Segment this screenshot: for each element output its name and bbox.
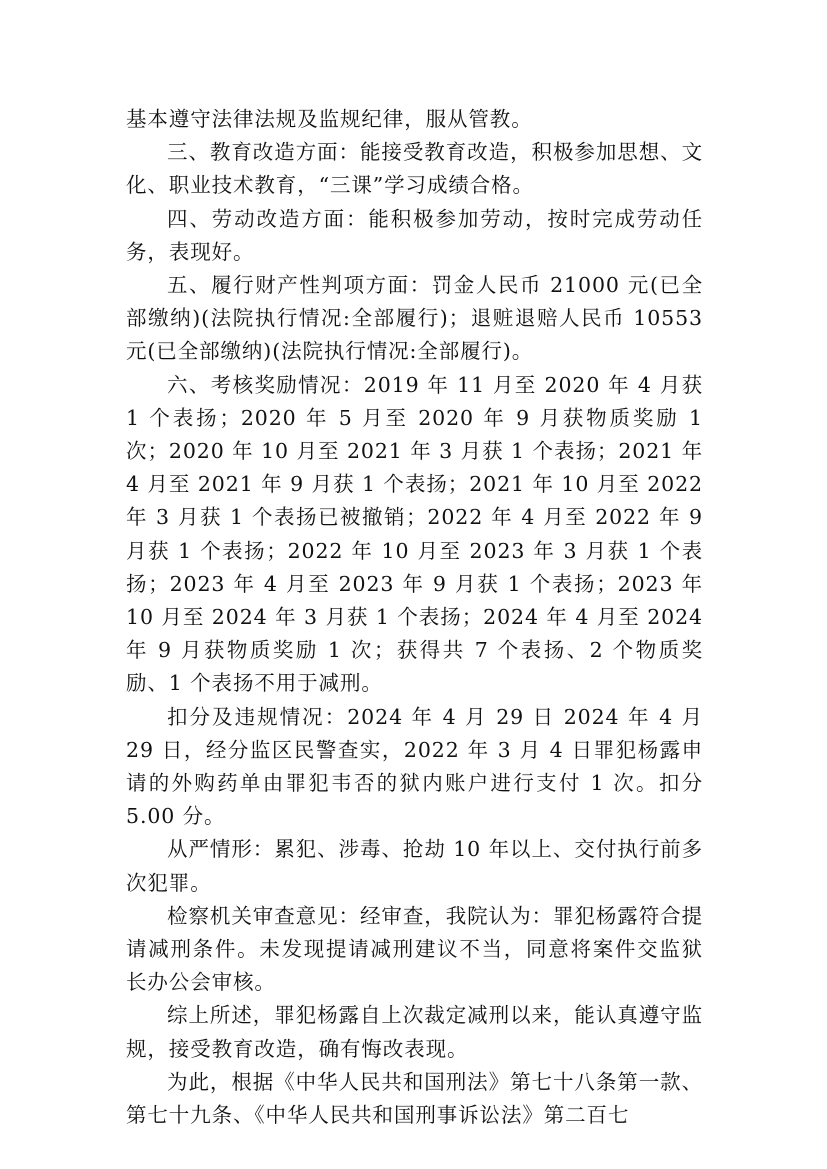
paragraph-labor-reform: 四、劳动改造方面：能积极参加劳动，按时完成劳动任务，表现好。 [126,206,703,264]
paragraph-education-reform: 三、教育改造方面：能接受教育改造，积极参加思想、文化、职业技术教育，“三课”学习成绩合格。 [126,140,703,198]
paragraph-procuratorate-opinion: 检察机关审查意见：经审查，我院认为：罪犯杨露符合提请减刑条件。未发现提请减刑建议不当，同意将案件交监狱长办公会审核。 [126,903,703,995]
paragraph-property-judgment: 五、履行财产性判项方面：罚金人民币 21000 元(已全部缴纳)(法院执行情况:全部履行)；退赃退赔人民币 10553 元(已全部缴纳)(法院执行情况:全部履行)。 [126,273,703,364]
paragraph-continuation: 基本遵守法律法规及监规纪律，服从管教。 [126,107,533,131]
paragraph-strict-circumstances: 从严情形：累犯、涉毒、抢劫 10 年以上、交付执行前多次犯罪。 [126,837,703,895]
paragraph-deductions-violations: 扣分及违规情况：2024 年 4 月 29 日 2024 年 4 月 29 日，经分监区民警查实，2022 年 3 月 4 日罪犯杨露申请的外购药单由罪犯韦否的狱内账户进行支付 1 次。扣分 5.00 分。 [126,704,703,829]
paragraph-legal-basis: 为此，根据《中华人民共和国刑法》第七十八条第一款、第七十九条、《中华人民共和国刑事诉讼法》第二百七 [126,1069,703,1128]
paragraph-assessment-rewards: 六、考核奖励情况：2019 年 11 月至 2020 年 4 月获 1 个表扬；2020 年 5 月至 2020 年 9 月获物质奖励 1 次；2020 年 10 月至 2021 年 3 月获 1 个表扬；2021 年 4 月至 2021 年 9 月获 1 个表扬；2021 年 10 月至 2022 年 3 月获 1 个表扬已被撤销；2022 年 4 月至 2022 年 9 月获 1 个表扬；2022 年 10 月至 2023 年 3 月获 1 个表扬；2023 年 4 月至 2023 年 9 月获 1 个表扬；2023 年 10 月至 2024 年 3 月获 1 个表扬；2024 年 4 月至 2024 年 9 月获物质奖励 1 次；获得共 7 个表扬、2 个物质奖励、1 个表扬不用于减刑。 [126,372,703,696]
paragraph-summary: 综上所述，罪犯杨露自上次裁定减刑以来，能认真遵守监规，接受教育改造，确有悔改表现。 [126,1003,703,1061]
document-body [126,103,703,1132]
